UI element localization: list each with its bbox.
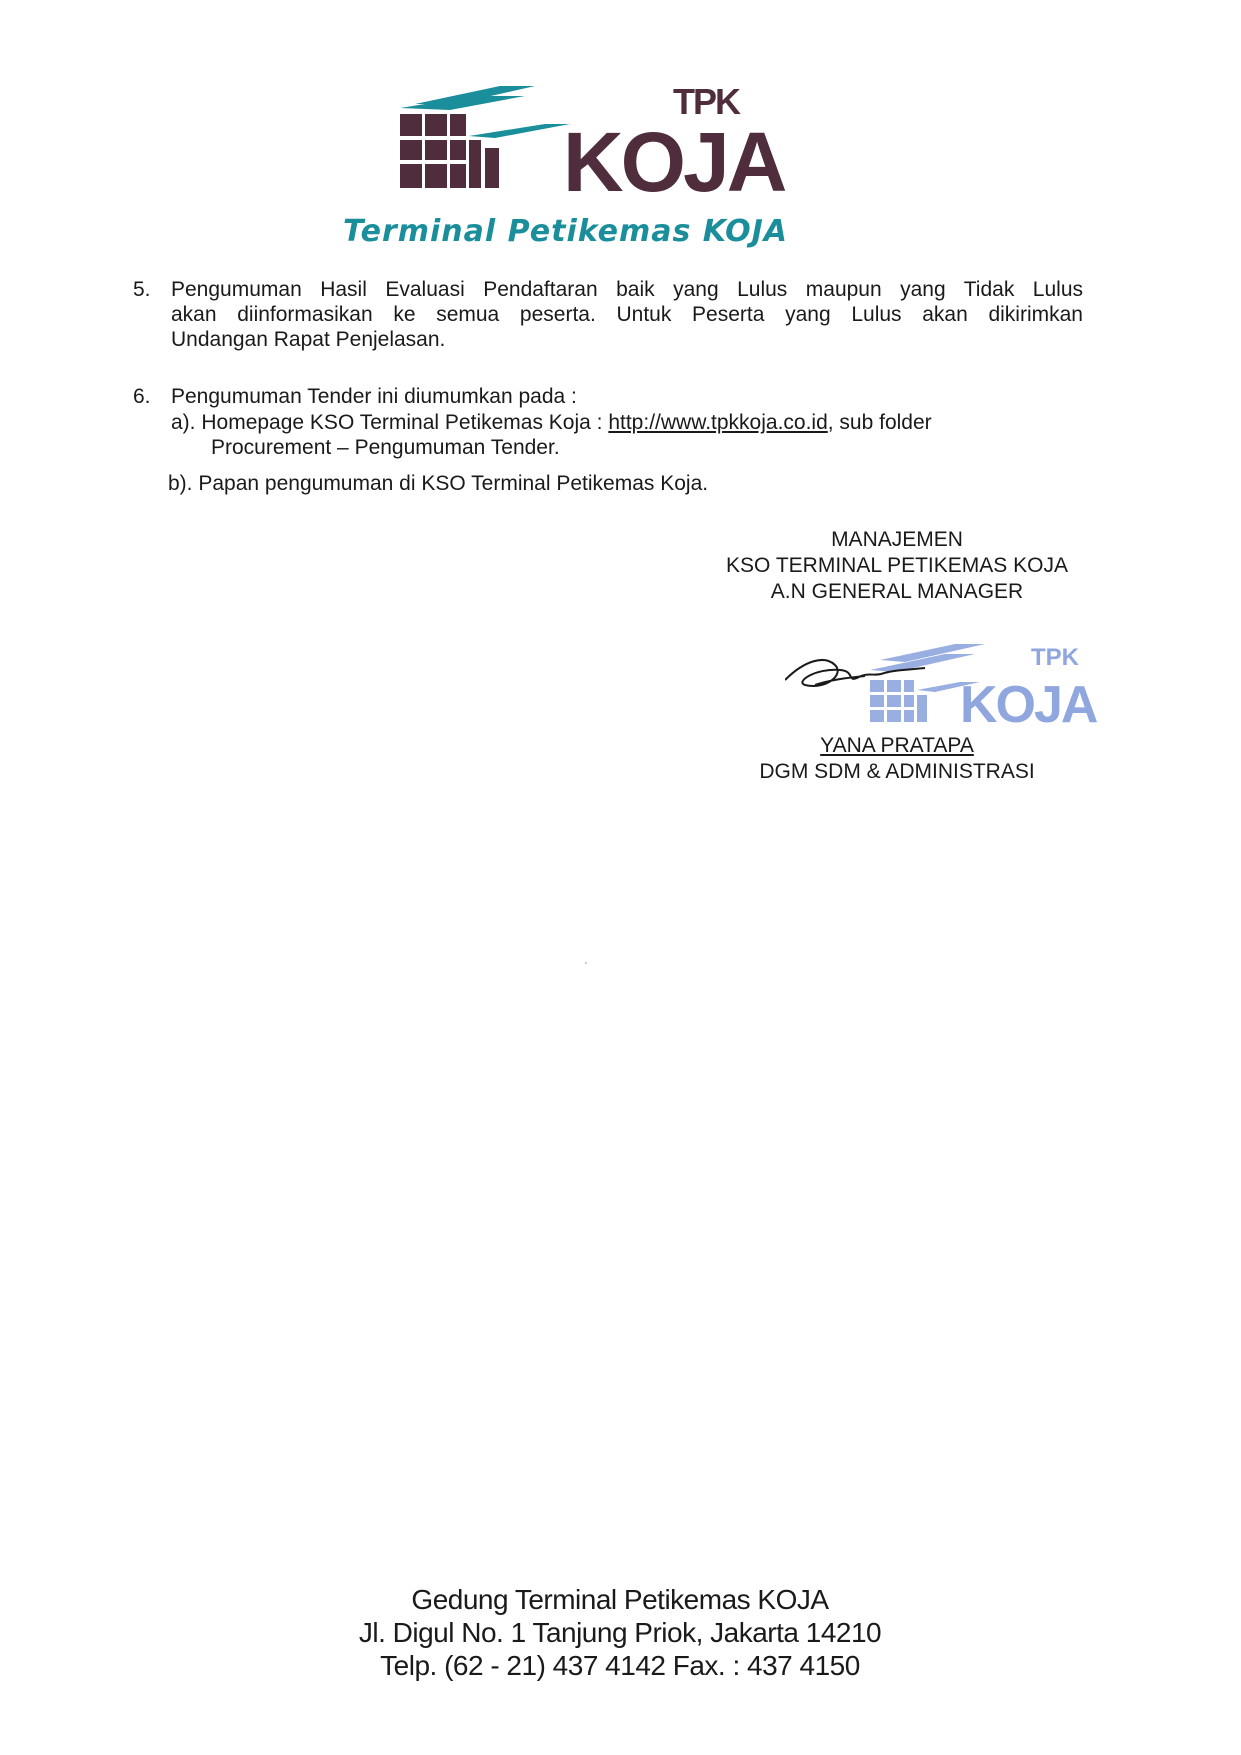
logo-koja-text: KOJA — [563, 115, 785, 209]
sub-item-a — [171, 410, 932, 435]
footer-building: Gedung Terminal Petikemas KOJA — [411, 1584, 829, 1615]
stamp-tpk-text: TPK — [1031, 644, 1079, 671]
sub-item-label: b). — [168, 472, 193, 495]
footer-contact: Telp. (62 - 21) 437 4142 Fax. : 437 4150 — [380, 1650, 860, 1681]
homepage-link[interactable]: http://www.tpkkoja.co.id — [608, 411, 828, 434]
stamp-graphic — [785, 640, 1115, 730]
tpk-koja-logo — [395, 86, 835, 216]
stamp-koja-text: KOJA — [960, 676, 1097, 730]
text-line: akan diinformasikan ke semua peserta. Untuk Peserta yang Lulus akan dikirimkan — [171, 303, 1083, 326]
signatory-name: YANA PRATAPA — [820, 734, 974, 757]
item-number: 6. — [133, 385, 151, 408]
item-text — [171, 277, 1083, 352]
footer-street: Jl. Digul No. 1 Tanjung Priok, Jakarta 14210 — [358, 1617, 882, 1648]
sig-line-an: A.N GENERAL MANAGER — [770, 580, 1024, 603]
sig-line-company: KSO TERMINAL PETIKEMAS KOJA — [726, 554, 1068, 577]
signatory — [687, 733, 1107, 785]
sig-line-management: MANAJEMEN — [831, 528, 963, 551]
footer-address — [300, 1583, 940, 1682]
item-number: 5. — [133, 278, 151, 301]
scan-speck — [585, 962, 587, 964]
company-tagline: Terminal Petikemas KOJA — [343, 214, 789, 249]
logo-tpk-text: TPK — [673, 86, 739, 122]
sub-item-b — [168, 471, 708, 496]
company-stamp — [785, 640, 1115, 730]
signatory-title: DGM SDM & ADMINISTRASI — [759, 760, 1035, 783]
item-intro: Pengumuman Tender ini diumumkan pada : — [171, 385, 577, 408]
text-line: Pengumuman Hasil Evaluasi Pendaftaran baik yang Lulus maupun yang Tidak Lulus — [171, 278, 1083, 301]
sub-item-label: a). — [171, 411, 196, 434]
sub-item-text: Papan pengumuman di KSO Terminal Petikemas Koja. — [198, 472, 709, 495]
logo-graphic — [395, 86, 835, 216]
sub-item-suffix: , sub folder — [827, 411, 932, 434]
text-line: Undangan Rapat Penjelasan. — [171, 328, 446, 351]
sub-item-text: Homepage KSO Terminal Petikemas Koja : — [201, 411, 609, 434]
signature-heading — [687, 527, 1107, 605]
sub-item-a-line2: Procurement – Pengumuman Tender. — [211, 436, 560, 459]
